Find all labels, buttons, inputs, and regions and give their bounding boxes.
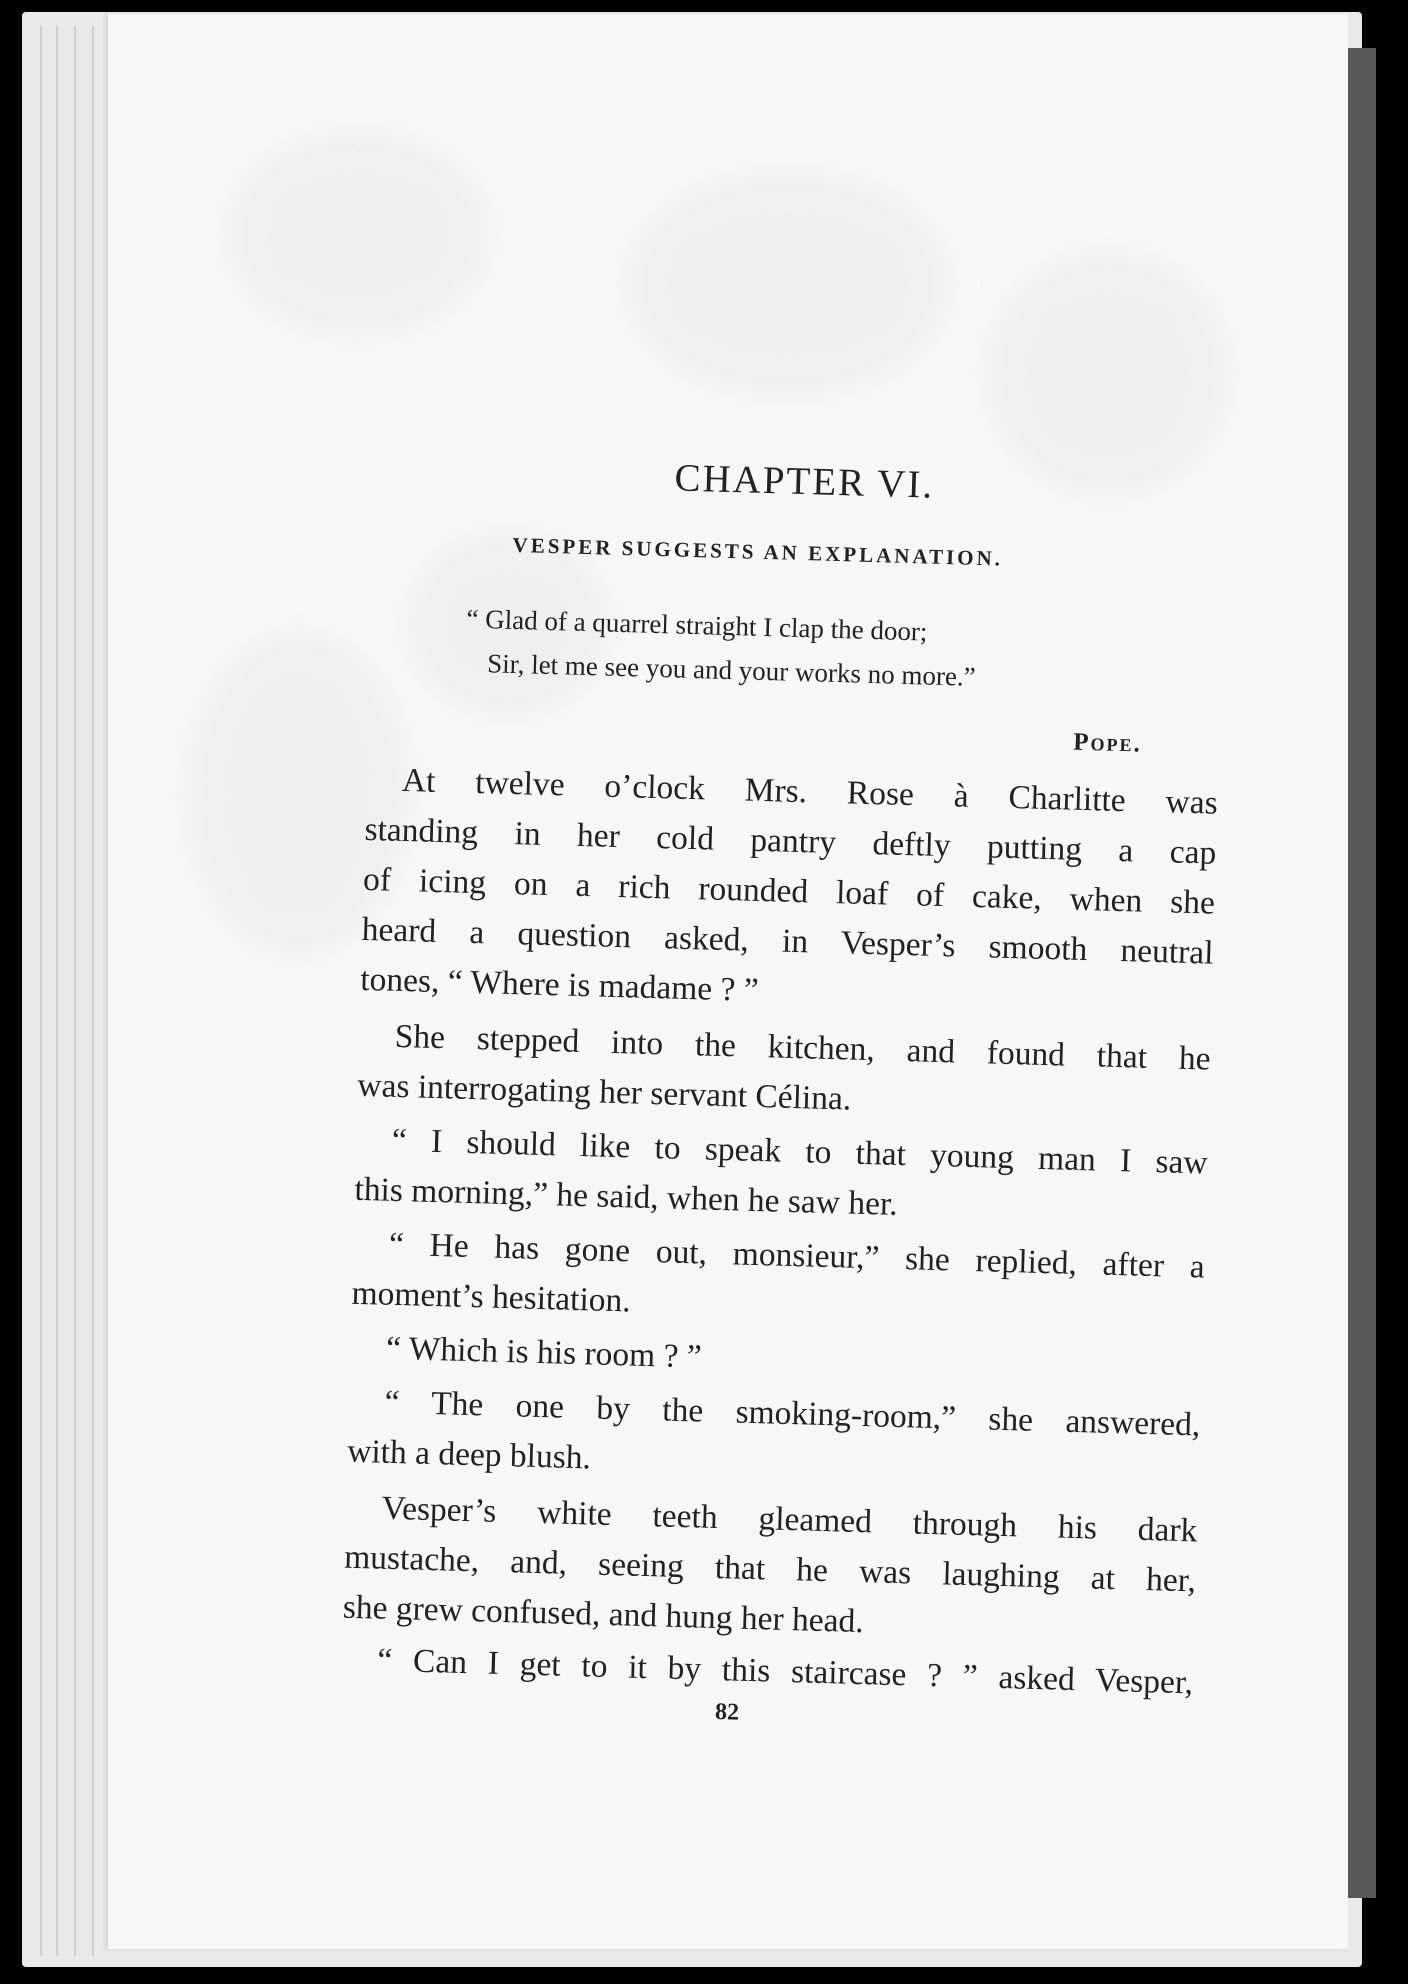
body-line: moment’s hesitation. bbox=[351, 1274, 632, 1320]
body-line: “ The one by the smoking-room,” she answered, bbox=[384, 1383, 1201, 1444]
epigraph-line: Sir, let me see you and your works no more.” bbox=[486, 648, 977, 692]
body-line: “ I should like to speak to that young man I saw bbox=[391, 1121, 1209, 1182]
body-line: “ He has gone out, monsieur,” she replied, after a bbox=[388, 1225, 1206, 1286]
chapter-subtitle: VESPER SUGGESTS AN EXPLANATION. bbox=[512, 532, 1004, 571]
epigraph-attribution: Pope. bbox=[1072, 728, 1143, 758]
body-line: “ Which is his room ? ” bbox=[385, 1329, 703, 1376]
body-line: At twelve o’clock Mrs. Rose à Charlitte was bbox=[401, 761, 1219, 822]
body-line: She stepped into the kitchen, and found that he bbox=[394, 1017, 1212, 1078]
page-number: 82 bbox=[714, 1699, 740, 1726]
body-line: this morning,” he said, when he saw her. bbox=[354, 1170, 899, 1223]
epigraph-line: “ Glad of a quarrel straight I clap the door; bbox=[466, 603, 928, 647]
body-line: standing in her cold pantry deftly putting a cap bbox=[364, 810, 1217, 872]
body-line: of icing on a rich rounded loaf of cake, when she bbox=[362, 860, 1216, 922]
body-line: with a deep blush. bbox=[346, 1432, 592, 1477]
body-line: mustache, and, seeing that he was laughing at her, bbox=[343, 1538, 1197, 1600]
body-line: Vesper’s white teeth gleamed through his dark bbox=[381, 1489, 1198, 1550]
body-line: tones, “ Where is madame ? ” bbox=[359, 960, 760, 1009]
body-line: was interrogating her servant Célina. bbox=[356, 1066, 852, 1118]
body-line: heard a question asked, in Vesper’s smooth neutral bbox=[361, 910, 1215, 972]
chapter-title: CHAPTER VI. bbox=[673, 456, 935, 507]
body-line: “ Can I get to it by this staircase ? ” asked Vesper, bbox=[376, 1641, 1194, 1702]
body-line: she grew confused, and hung her head. bbox=[342, 1588, 865, 1641]
